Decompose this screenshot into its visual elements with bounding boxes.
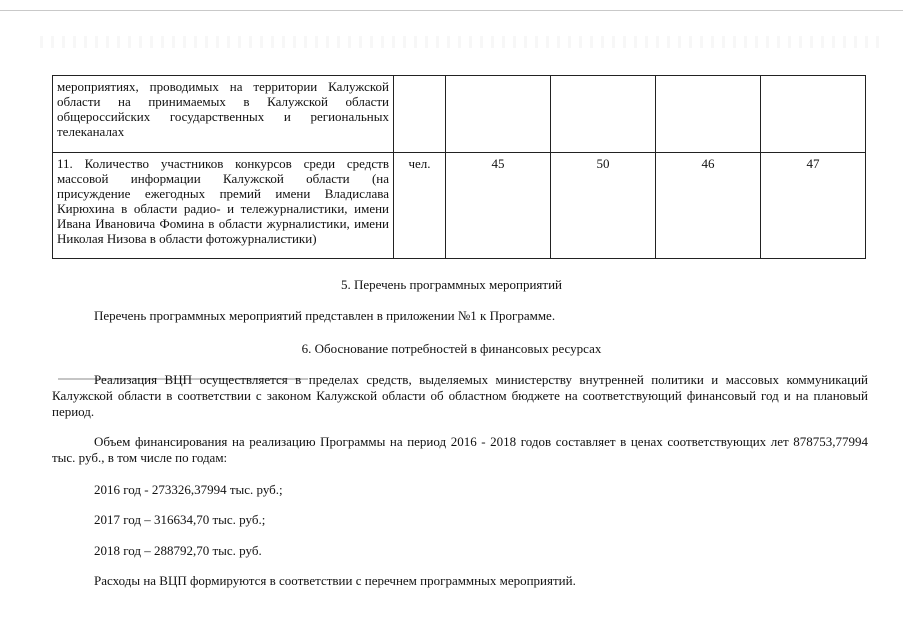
indicator-name-cell: 11. Количество участников конкурсов среди средств массовой информации Калужской области (на присуждение ежегодных премий имени Владислава Кирюхина в области радио- и тележурналистики, имени Ивана Ивановича Фомина в области журналистики, имени Николая Низова в области фотожурналистики): [53, 153, 394, 259]
indicator-name-cell: мероприятиях, проводимых на территории Калужской области на принимаемых в Калужской области общероссийских государственных и региональных телеканалах: [53, 76, 394, 153]
indicators-table: [52, 75, 866, 259]
unit-cell: [394, 76, 446, 153]
scan-noise: [40, 36, 880, 48]
section-5-text: Перечень программных мероприятий представлен в приложении №1 к Программе.: [94, 308, 556, 323]
funding-2016: 2016 год - 273326,37994 тыс. руб.;: [94, 482, 283, 497]
value-cell-2017: 46: [656, 153, 761, 259]
funding-2018: 2018 год – 288792,70 тыс. руб.: [94, 543, 262, 558]
section-6-paragraph-1: Реализация ВЦП осуществляется в пределах средств, выделяемых министерству внутренней политики и массовых коммуникаций Калужской области в соответствии с законом Калужской области об областном бюджете на соответствующий финансовый год и на плановый период.: [52, 372, 868, 419]
value-cell-2016: [551, 76, 656, 153]
table-row: [53, 153, 866, 259]
table-row: [53, 76, 866, 153]
funding-2017: 2017 год – 316634,70 тыс. руб.;: [94, 512, 266, 527]
value-cell-2018: 47: [761, 153, 866, 259]
section-6-title: 6. Обоснование потребностей в финансовых ресурсах: [301, 341, 602, 356]
value-cell-2016: 50: [551, 153, 656, 259]
value-cell-2015: 45: [446, 153, 551, 259]
scan-edge-line: [0, 10, 903, 11]
section-6-paragraph-2: Объем финансирования на реализацию Программы на период 2016 - 2018 годов составляет в ценах соответствующих лет 878753,77994 тыс. руб., в том числе по годам:: [52, 434, 868, 465]
value-cell-2017: [656, 76, 761, 153]
section-6-paragraph-3: Расходы на ВЦП формируются в соответствии с перечнем программных мероприятий.: [94, 573, 576, 588]
unit-cell: чел.: [394, 153, 446, 259]
value-cell-2018: [761, 76, 866, 153]
section-5-title: 5. Перечень программных мероприятий: [341, 277, 562, 292]
value-cell-2015: [446, 76, 551, 153]
